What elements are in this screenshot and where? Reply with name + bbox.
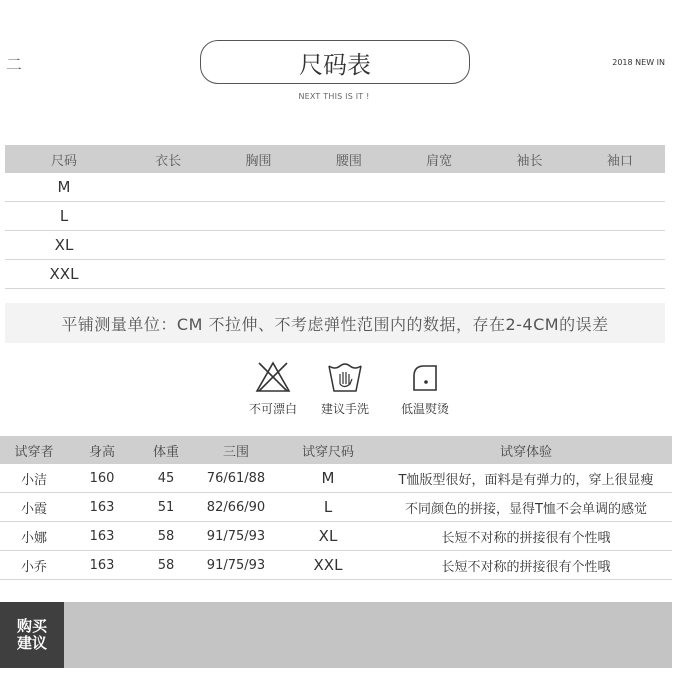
table-row xyxy=(5,260,665,289)
tester-name: 小霞 xyxy=(0,493,68,522)
col-header-tester: 试穿者 xyxy=(0,436,68,464)
table-cell xyxy=(123,202,213,231)
tester-weight: 58 xyxy=(136,522,196,551)
col-header-chest: 胸围 xyxy=(213,145,303,173)
care-item-no-bleach xyxy=(238,360,308,417)
table-cell xyxy=(484,202,574,231)
buy-advice-line1: 购买 xyxy=(16,617,47,635)
table-row xyxy=(5,202,665,231)
table-cell xyxy=(575,202,665,231)
season-tag: 2018 NEW IN xyxy=(612,58,665,67)
tester-height: 163 xyxy=(68,551,136,580)
tester-experience: 长短不对称的拼接很有个性哦 xyxy=(380,551,672,580)
table-cell xyxy=(394,260,484,289)
table-cell xyxy=(575,231,665,260)
table-cell xyxy=(394,173,484,202)
col-header-measurements: 三围 xyxy=(196,436,276,464)
care-item-hand-wash xyxy=(310,360,380,417)
table-cell xyxy=(304,260,394,289)
col-header-height: 身高 xyxy=(68,436,136,464)
tester-height: 163 xyxy=(68,522,136,551)
table-cell xyxy=(575,173,665,202)
col-header-weight: 体重 xyxy=(136,436,196,464)
table-cell xyxy=(484,260,574,289)
tester-measurements: 91/75/93 xyxy=(196,551,276,580)
col-header-fit-size: 试穿尺码 xyxy=(276,436,380,464)
tester-measurements: 82/66/90 xyxy=(196,493,276,522)
tester-experience: T恤版型很好，面料是有弹力的，穿上很显瘦 xyxy=(380,464,672,493)
page-title xyxy=(200,40,470,84)
tester-height: 160 xyxy=(68,464,136,493)
low-iron-icon xyxy=(406,360,444,394)
buy-advice-label xyxy=(0,602,64,668)
table-row xyxy=(0,522,672,551)
col-header-shoulder: 肩宽 xyxy=(394,145,484,173)
fitting-header-row xyxy=(0,436,672,464)
size-cell: XL xyxy=(5,231,123,260)
size-chart-table xyxy=(5,145,665,289)
table-cell xyxy=(304,202,394,231)
col-header-experience: 试穿体验 xyxy=(380,436,672,464)
col-header-cuff: 袖口 xyxy=(575,145,665,173)
col-header-size: 尺码 xyxy=(5,145,123,173)
col-header-length: 衣长 xyxy=(123,145,213,173)
hand-wash-icon xyxy=(325,360,365,394)
tester-experience: 长短不对称的拼接很有个性哦 xyxy=(380,522,672,551)
table-cell xyxy=(304,173,394,202)
buy-advice-line2: 建议 xyxy=(16,634,47,652)
table-cell xyxy=(213,202,303,231)
care-label: 低温熨烫 xyxy=(400,402,449,416)
tester-weight: 45 xyxy=(136,464,196,493)
table-cell xyxy=(304,231,394,260)
tester-size: XL xyxy=(276,522,380,551)
size-chart-header-row xyxy=(5,145,665,173)
size-cell: XXL xyxy=(5,260,123,289)
tester-size: L xyxy=(276,493,380,522)
tester-height: 163 xyxy=(68,493,136,522)
tester-size: M xyxy=(276,464,380,493)
table-cell xyxy=(213,173,303,202)
tester-size: XXL xyxy=(276,551,380,580)
table-cell xyxy=(394,231,484,260)
care-item-low-iron xyxy=(390,360,460,417)
fitting-report-table xyxy=(0,436,672,580)
care-label: 不可漂白 xyxy=(248,402,297,416)
no-bleach-icon xyxy=(254,360,292,394)
tester-name: 小乔 xyxy=(0,551,68,580)
decorative-mark: 二 xyxy=(6,55,23,74)
tester-name: 小洁 xyxy=(0,464,68,493)
table-cell xyxy=(123,231,213,260)
size-cell: L xyxy=(5,202,123,231)
table-cell xyxy=(484,231,574,260)
tester-weight: 58 xyxy=(136,551,196,580)
tester-measurements: 76/61/88 xyxy=(196,464,276,493)
table-cell xyxy=(213,231,303,260)
table-row xyxy=(0,464,672,493)
table-row xyxy=(0,493,672,522)
care-label: 建议手洗 xyxy=(320,402,369,416)
tester-weight: 51 xyxy=(136,493,196,522)
buy-advice-bar xyxy=(0,602,672,668)
table-cell xyxy=(123,173,213,202)
size-cell: M xyxy=(5,173,123,202)
table-row xyxy=(5,173,665,202)
col-header-waist: 腰围 xyxy=(304,145,394,173)
table-cell xyxy=(123,260,213,289)
table-cell xyxy=(575,260,665,289)
page-subtitle: NEXT THIS IS IT ! xyxy=(298,92,370,101)
tester-measurements: 91/75/93 xyxy=(196,522,276,551)
table-row xyxy=(5,231,665,260)
table-cell xyxy=(213,260,303,289)
tester-name: 小娜 xyxy=(0,522,68,551)
measurement-note: 平铺测量单位：CM 不拉伸、不考虑弹性范围内的数据，存在2-4CM的误差 xyxy=(5,303,665,343)
table-cell xyxy=(484,173,574,202)
table-cell xyxy=(394,202,484,231)
page-title-text: 尺码表 xyxy=(299,50,371,79)
col-header-sleeve: 袖长 xyxy=(484,145,574,173)
tester-experience: 不同颜色的拼接，显得T恤不会单调的感觉 xyxy=(380,493,672,522)
table-row xyxy=(0,551,672,580)
